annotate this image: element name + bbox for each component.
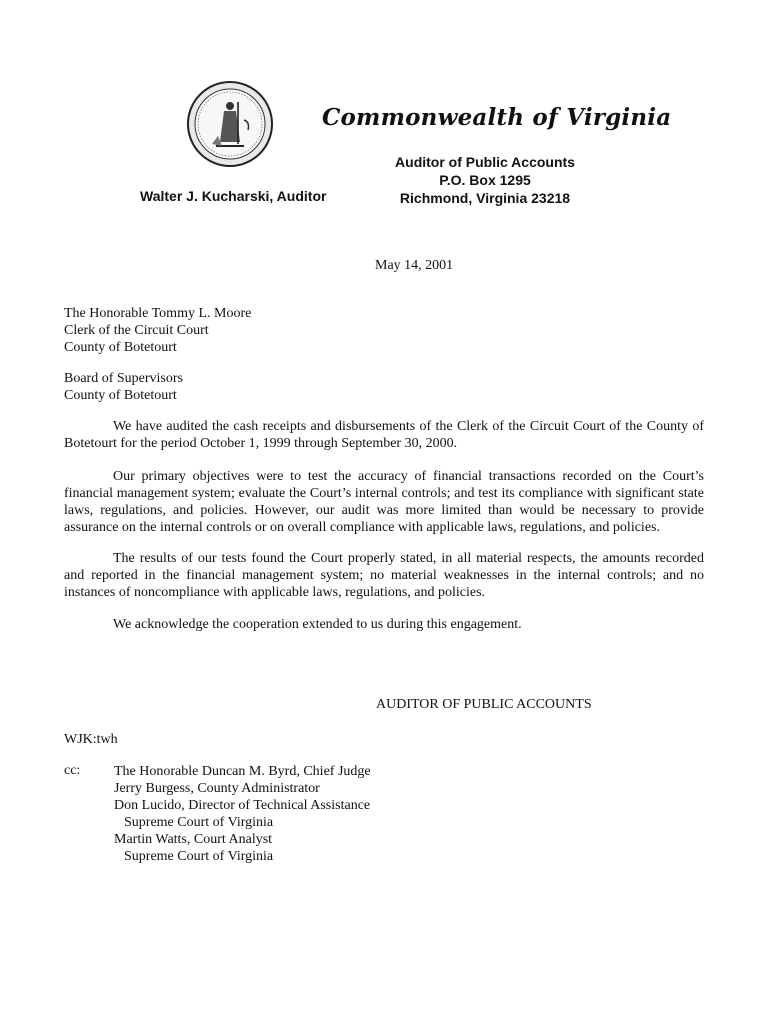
addressee-line: The Honorable Tommy L. Moore	[64, 306, 252, 321]
body-paragraph-2	[64, 468, 704, 536]
po-box: P.O. Box 1295	[439, 172, 531, 188]
addressee-line: County of Botetourt	[64, 340, 177, 355]
cc-item: Martin Watts, Court Analyst	[114, 832, 273, 847]
cc-item: Supreme Court of Virginia	[124, 815, 274, 830]
paragraph-text: The results of our tests found the Court properly stated, in all material respects, the amounts recorded and reported in the financial management system; no material weaknesses in the internal controls; and no instances of noncompliance with applicable laws, regulations, and policies.	[64, 551, 704, 600]
cc-list	[114, 763, 371, 865]
addressee-2	[64, 370, 183, 404]
auditor-name: Walter J. Kucharski, Auditor	[140, 188, 327, 204]
addressee-1	[64, 305, 251, 356]
addressee-line: Clerk of the Circuit Court	[64, 323, 209, 338]
body-paragraph-3	[64, 550, 704, 601]
cc-item: Don Lucido, Director of Technical Assistance	[114, 798, 371, 813]
cc-item: Supreme Court of Virginia	[124, 849, 274, 864]
paragraph-text: We have audited the cash receipts and disbursements of the Clerk of the Circuit Court of the County of Botetourt for the period October 1, 1999 through September 30, 2000.	[64, 419, 704, 451]
letterhead-title: Commonwealth of Virginia	[322, 104, 672, 131]
addressee-line: Board of Supervisors	[64, 371, 183, 386]
letter-date: May 14, 2001	[375, 258, 454, 273]
body-paragraph-1	[64, 418, 704, 452]
paragraph-text: We acknowledge the cooperation extended to us during this engagement.	[113, 617, 522, 632]
signature-block: AUDITOR OF PUBLIC ACCOUNTS	[376, 697, 592, 712]
body-paragraph-4	[64, 616, 704, 633]
city-address: Richmond, Virginia 23218	[399, 190, 571, 206]
virginia-seal-icon	[186, 80, 274, 168]
cc-label: cc:	[64, 763, 81, 778]
paragraph-text: Our primary objectives were to test the accuracy of financial transactions recorded on the Court’s financial management system; evaluate the Court’s internal controls; and test its compliance with significant state laws, regulations, and policies. However, our audit was more limited than would be necessary to provide assurance on the internal controls or on overall compliance with applicable laws, regulations, and policies.	[64, 469, 704, 535]
office-name: Auditor of Public Accounts	[395, 154, 575, 170]
addressee-line: County of Botetourt	[64, 388, 177, 403]
cc-item: Jerry Burgess, County Administrator	[114, 781, 320, 796]
reference-initials: WJK:twh	[64, 732, 118, 747]
cc-item: The Honorable Duncan M. Byrd, Chief Judge	[114, 764, 371, 779]
